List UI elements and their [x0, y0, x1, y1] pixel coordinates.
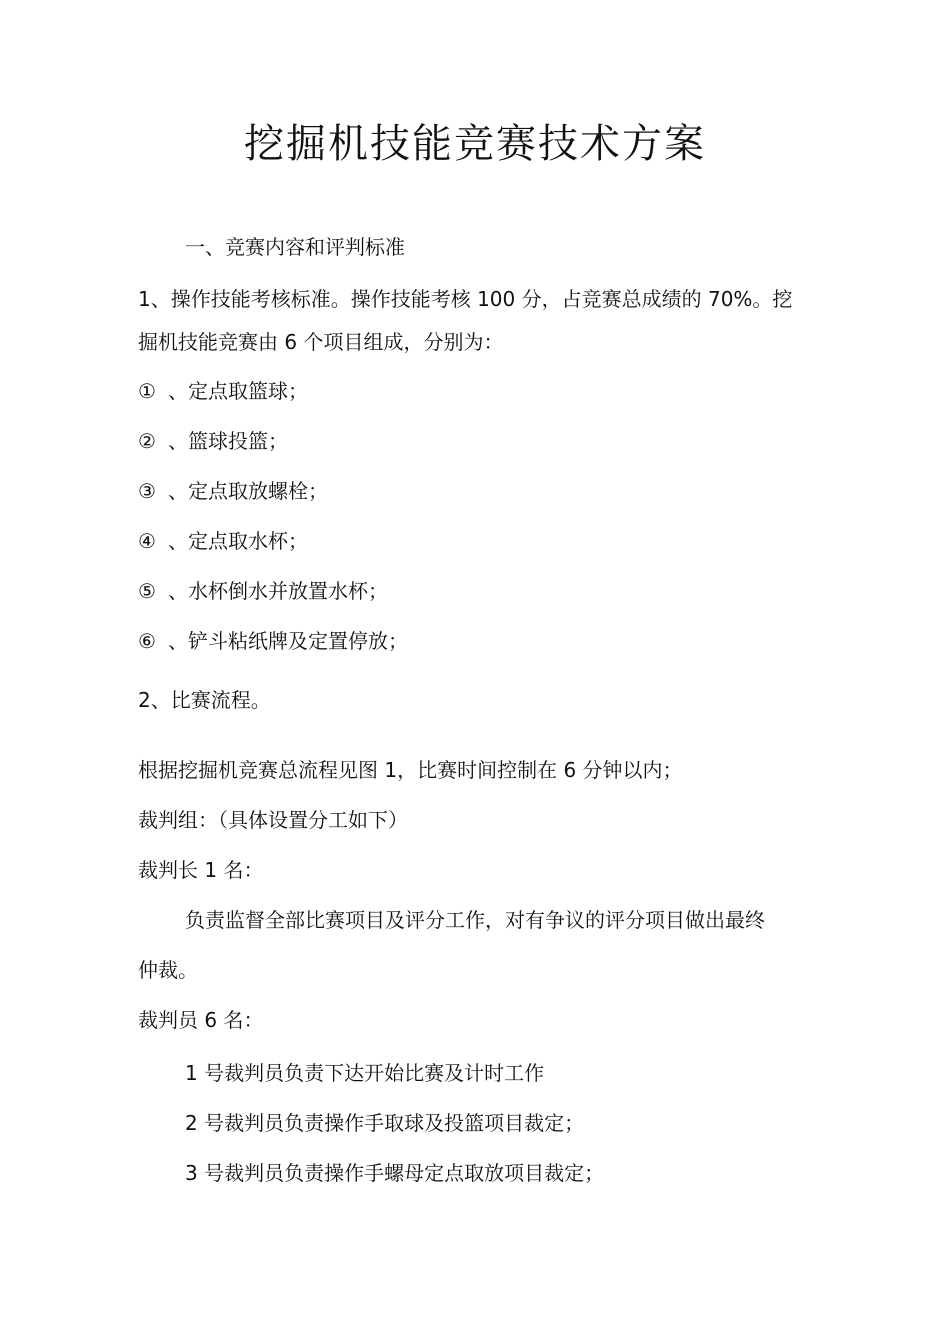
list-item: [138, 477, 328, 505]
list-item: 1 号裁判员负责下达开始比赛及计时工作: [185, 1061, 545, 1085]
paragraph-line: 根据挖掘机竞赛总流程见图 1，比赛时间控制在 6 分钟以内；: [138, 758, 683, 782]
list-item: [138, 427, 288, 455]
list-item-text: 、铲斗粘纸牌及定置停放；: [168, 629, 408, 653]
list-item: [138, 527, 308, 555]
list-item-marker: ⑥: [138, 629, 156, 653]
list-item: 3 号裁判员负责操作手螺母定点取放项目裁定；: [185, 1161, 605, 1185]
list-item-marker: ①: [138, 379, 156, 403]
paragraph-line: 裁判员 6 名：: [138, 1008, 264, 1032]
paragraph-line: 裁判组：（具体设置分工如下）: [138, 808, 408, 832]
paragraph-line: 掘机技能竞赛由 6 个项目组成，分别为：: [138, 330, 504, 354]
list-item: [138, 377, 308, 405]
paragraph-line: 负责监督全部比赛项目及评分工作，对有争议的评分项目做出最终: [185, 908, 765, 932]
list-item: [138, 627, 408, 655]
document-title: 挖掘机技能竞赛技术方案: [244, 121, 706, 167]
list-item-marker: ⑤: [138, 579, 156, 603]
list-item-text: 、篮球投篮；: [168, 429, 288, 453]
list-item-text: 、定点取水杯；: [168, 529, 308, 553]
list-item-text: 、定点取放螺栓；: [168, 479, 328, 503]
section-heading: 一、竞赛内容和评判标准: [185, 235, 405, 259]
list-item: [138, 577, 388, 605]
list-item-marker: ②: [138, 429, 156, 453]
paragraph-line: 2、比赛流程。: [138, 688, 271, 712]
list-item-text: 、水杯倒水并放置水杯；: [168, 579, 388, 603]
paragraph-line: 1、操作技能考核标准。操作技能考核 100 分，占竞赛总成绩的 70%。挖: [138, 287, 793, 311]
list-item-text: 、定点取篮球；: [168, 379, 308, 403]
paragraph-line: 裁判长 1 名：: [138, 858, 264, 882]
paragraph-line: 仲裁。: [138, 958, 198, 982]
list-item: 2 号裁判员负责操作手取球及投篮项目裁定；: [185, 1111, 585, 1135]
list-item-marker: ③: [138, 479, 156, 503]
list-item-marker: ④: [138, 529, 156, 553]
